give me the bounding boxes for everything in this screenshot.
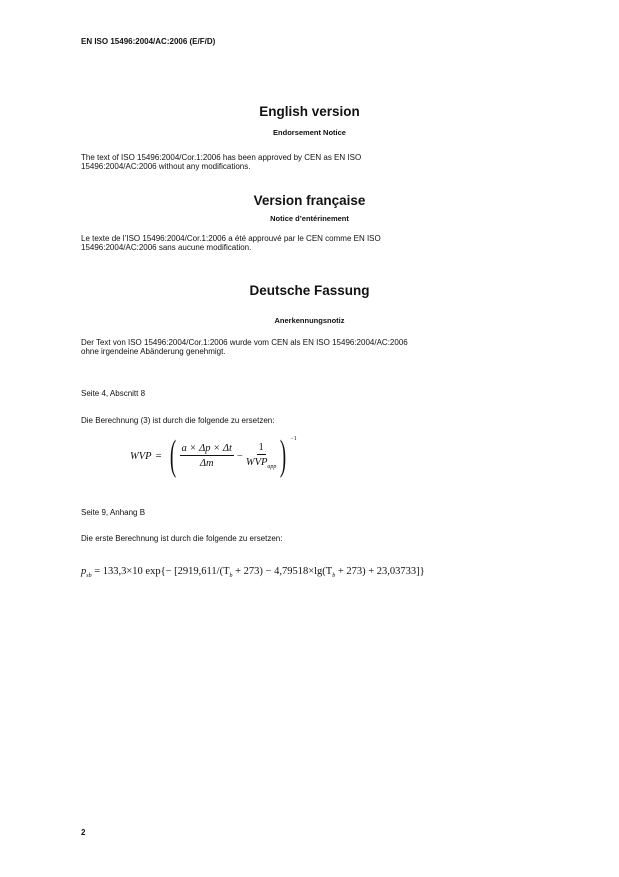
body-line: ohne irgendeine Abänderung genehmigt. (81, 347, 226, 356)
formula-part: = 133,3×10 exp{− [2919,611/(T (94, 566, 230, 577)
page-number: 2 (81, 828, 86, 837)
formula-lhs: p (81, 566, 87, 577)
body-line: Der Text von ISO 15496:2004/Cor.1:2006 wurde vom CEN als EN ISO 15496:2004/AC:2006 (81, 338, 408, 347)
formula-wvp: WVP = ( $\frac{a \times \Delta p \times \Delta t}{\Delta m}$ − $\frac{1}{WVP_{app}}$ ) $^{-1}$ (130, 433, 297, 479)
body-line: The text of ISO 15496:2004/Cor.1:2006 has been approved by CEN as EN ISO (81, 153, 362, 162)
subscript: sb (86, 573, 92, 580)
subscript: b (229, 573, 233, 580)
denominator: WVP (245, 456, 268, 468)
formula-eq: = (155, 450, 162, 462)
body-line: 15496:2004/AC:2006 without any modifications. (81, 162, 251, 171)
denominator: Δm (199, 458, 214, 469)
correction-instruction: Die Berechnung (3) ist durch die folgende zu ersetzen: (81, 416, 275, 425)
formula-part: + 273) + 23,03733]} (335, 566, 425, 577)
minus-sign: − (236, 450, 243, 462)
formula-psb (81, 566, 425, 579)
correction-ref: Seite 9, Anhang B (81, 508, 146, 517)
subscript: b (332, 573, 336, 580)
numerator: a × Δp × Δt (181, 443, 232, 454)
subscript: app (267, 464, 277, 471)
section-subtitle-english: Endorsement Notice (273, 128, 346, 137)
correction-ref: Seite 4, Abscnitt 8 (81, 389, 146, 398)
correction-instruction: Die erste Berechnung ist durch die folgende zu ersetzen: (81, 534, 283, 543)
section-subtitle-german: Anerkennungsnotiz (274, 316, 345, 325)
body-line: 15496:2004/AC:2006 sans aucune modification. (81, 243, 252, 252)
formula-lhs: WVP (130, 450, 152, 462)
section-subtitle-french: Notice d’entérinement (270, 214, 349, 223)
formula-part: + 273) − 4,79518×lg(T (232, 566, 333, 577)
fraction-2 (246, 442, 277, 470)
body-line: Le texte de l’ISO 15496:2004/Cor.1:2006 a été approuvé par le CEN comme EN ISO (81, 234, 381, 243)
numerator: 1 (258, 441, 264, 453)
fraction-1 (180, 443, 234, 469)
section-title-english: English version (259, 104, 360, 119)
document-header: EN ISO 15496:2004/AC:2006 (E/F/D) (81, 37, 216, 46)
exponent: −1 (290, 436, 297, 442)
section-title-french: Version française (253, 193, 366, 208)
section-title-german: Deutsche Fassung (249, 283, 370, 298)
